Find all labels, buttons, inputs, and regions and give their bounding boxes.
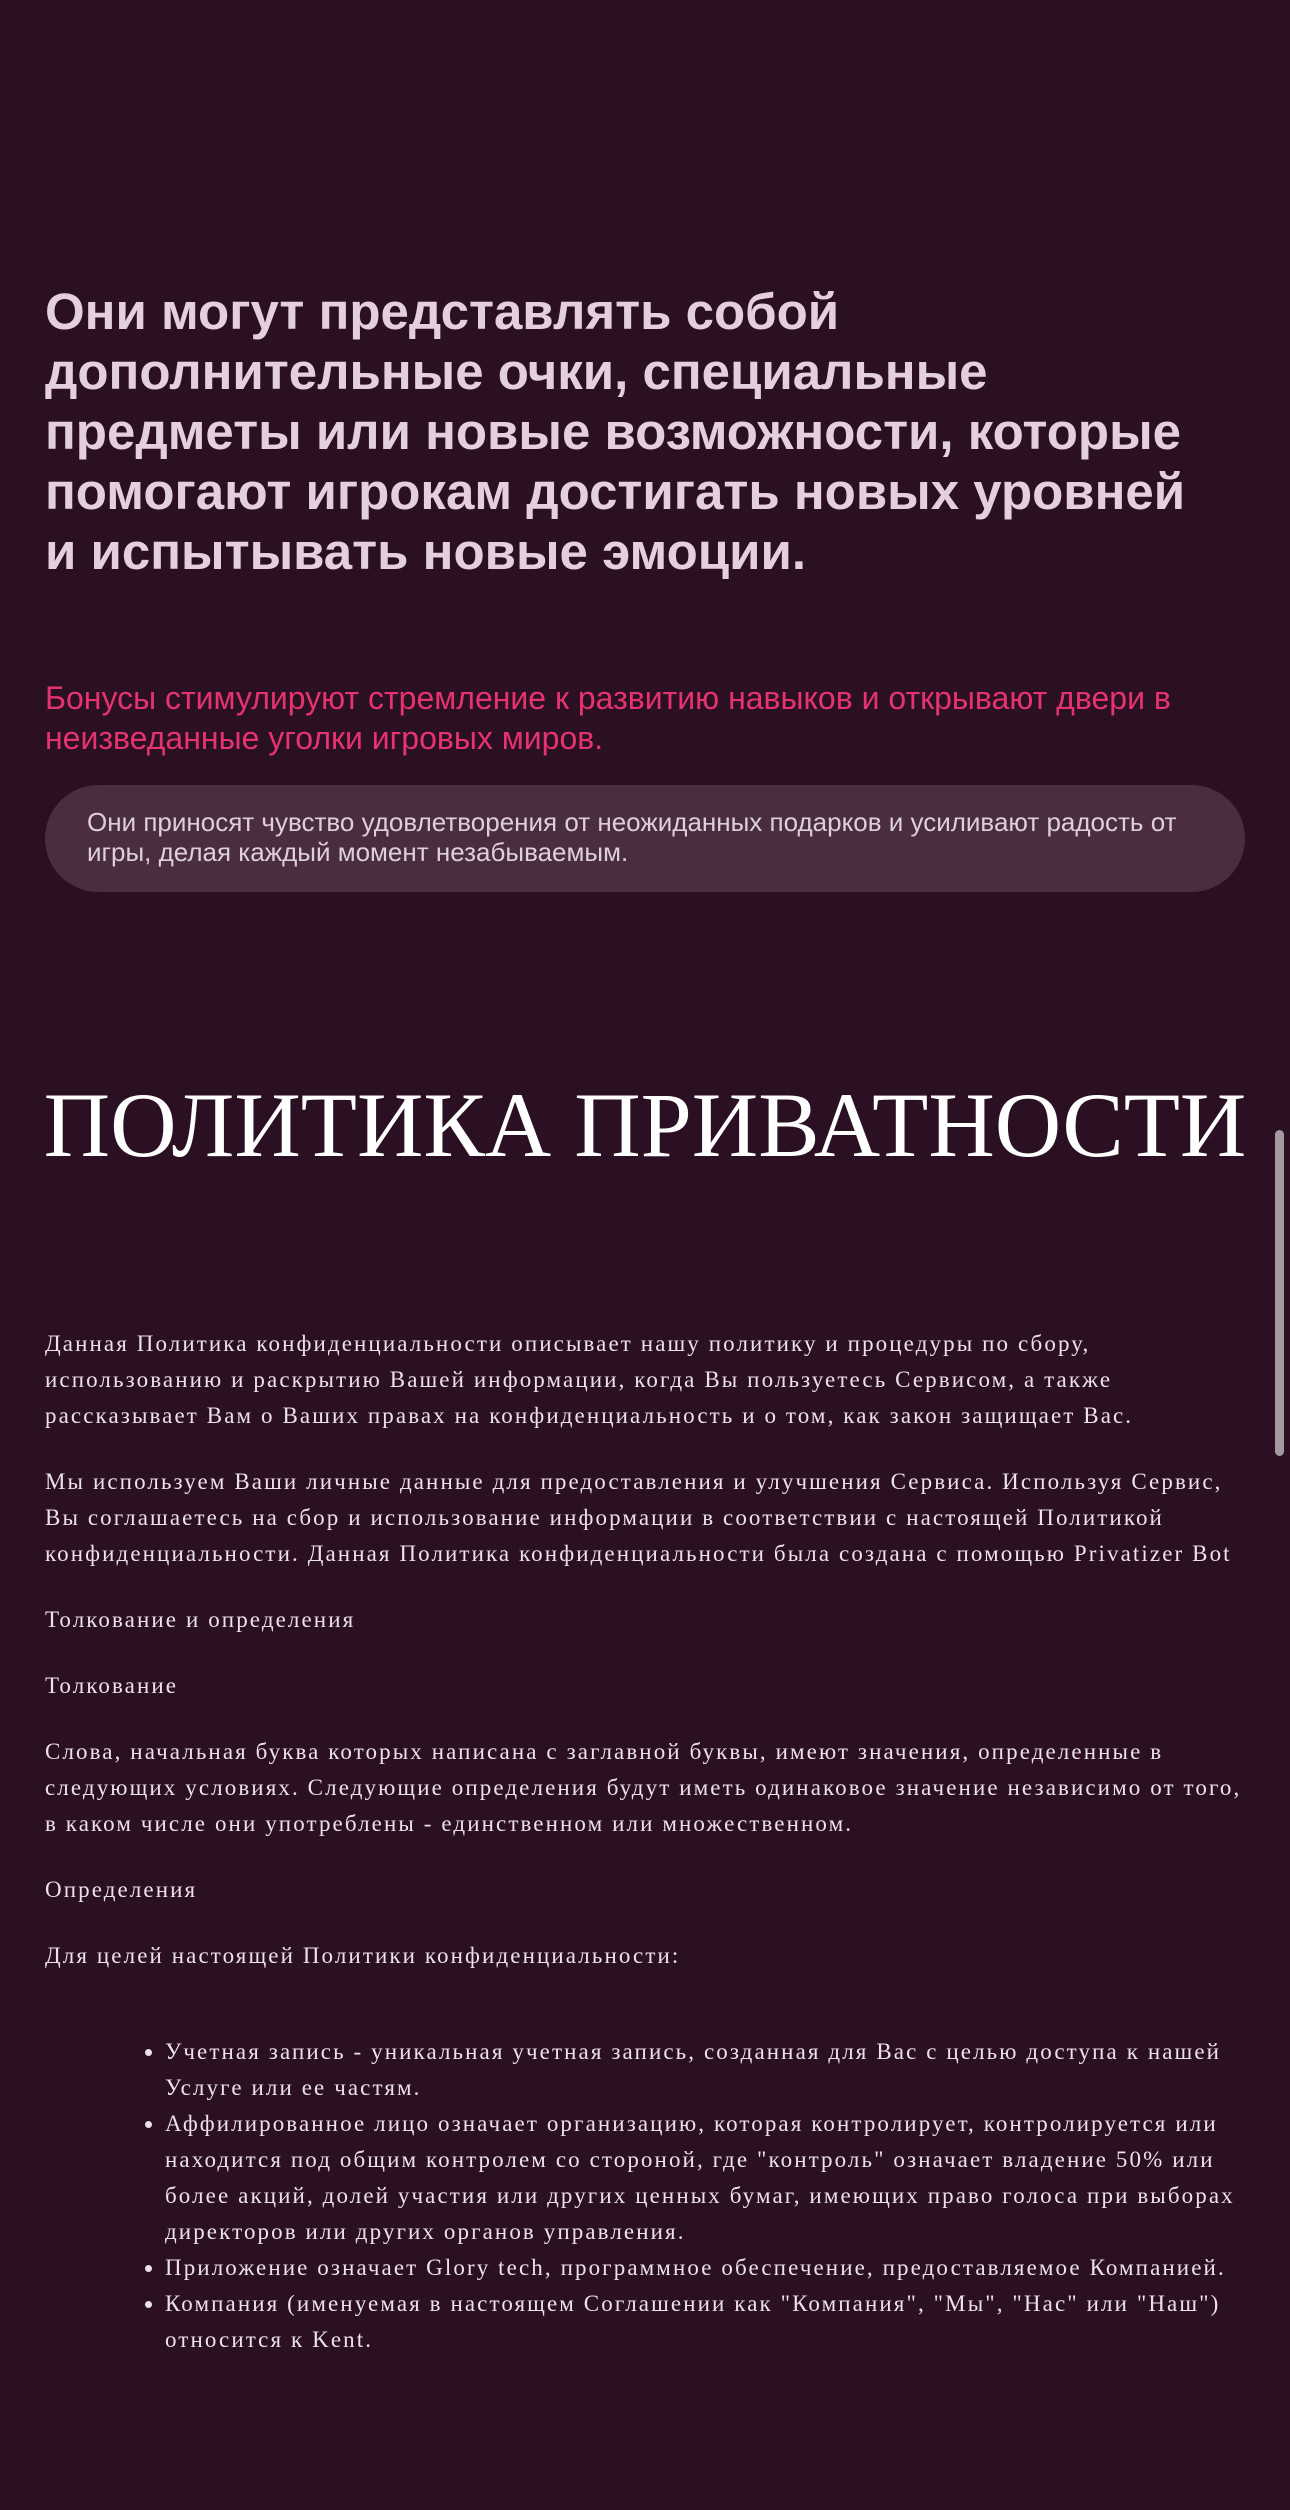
hero-heading: Они могут представлять собой дополнительные очки, специальные предметы или новые возможности, которые помогают игрокам достигать новых уровней и испытывать новые эмоции. — [45, 283, 1186, 580]
highlight-pill — [45, 785, 1245, 892]
policy-title: ПОЛИТИКА ПРИВАТНОСТИ — [43, 1074, 1247, 1176]
list-item: • Учетная запись - уникальная учетная запись, созданная для Вас с целью доступа к нашей Услуге или ее частям. — [165, 2034, 1250, 2106]
definitions-intro: Для целей настоящей Политики конфиденциальности: — [45, 1943, 681, 1968]
list-item: • Приложение означает Glory tech, программное обеспечение, предоставляемое Компанией. — [165, 2250, 1250, 2286]
policy-usage-paragraph: Мы используем Ваши личные данные для предоставления и улучшения Сервиса. Используя Сервис, Вы соглашаетесь на сбор и использование информации в соответствии с настоящей Политикой конфиденциальности. Данная Политика конфиденциальности была создана с помощью Privatizer Bot — [45, 1469, 1232, 1566]
page-scrollbar[interactable] — [1275, 1130, 1284, 1456]
definitions-list — [45, 2034, 1250, 2358]
highlight-pill-text: Они приносят чувство удовлетворения от неожиданных подарков и усиливают радость от игры, делая каждый момент незабываемым. — [87, 807, 1177, 867]
list-item: • Компания (именуемая в настоящем Соглашении как "Компания", "Мы", "Нас" или "Наш") относится к Kent. — [165, 2286, 1250, 2358]
subheading-interpretation: Толкование — [45, 1673, 179, 1698]
subheading-definitions: Определения — [45, 1877, 198, 1902]
policy-intro-paragraph: Данная Политика конфиденциальности описывает нашу политику и процедуры по сбору, использованию и раскрытию Вашей информации, когда Вы пользуетесь Сервисом, а также рассказывает Вам о Ваших правах на конфиденциальность и о том, как закон защищает Вас. — [45, 1331, 1134, 1428]
section-heading-interpretation-definitions: Толкование и определения — [45, 1607, 356, 1632]
hero-accent-text: Бонусы стимулируют стремление к развитию навыков и открывают двери в неизведанные уголки игровых миров. — [45, 680, 1171, 756]
policy-body — [45, 1326, 1250, 2358]
list-item: • Аффилированное лицо означает организацию, которая контролирует, контролируется или находится под общим контролем со стороной, где "контроль" означает владение 50% или более акций, долей участия или других ценных бумаг, имеющих право голоса при выборах директоров или других органов управления. — [165, 2106, 1250, 2250]
interpretation-paragraph: Слова, начальная буква которых написана с заглавной буквы, имеют значения, определенные в следующих условиях. Следующие определения будут иметь одинаковое значение независимо от того, в каком числе они употреблены - единственном или множественном. — [45, 1739, 1242, 1836]
